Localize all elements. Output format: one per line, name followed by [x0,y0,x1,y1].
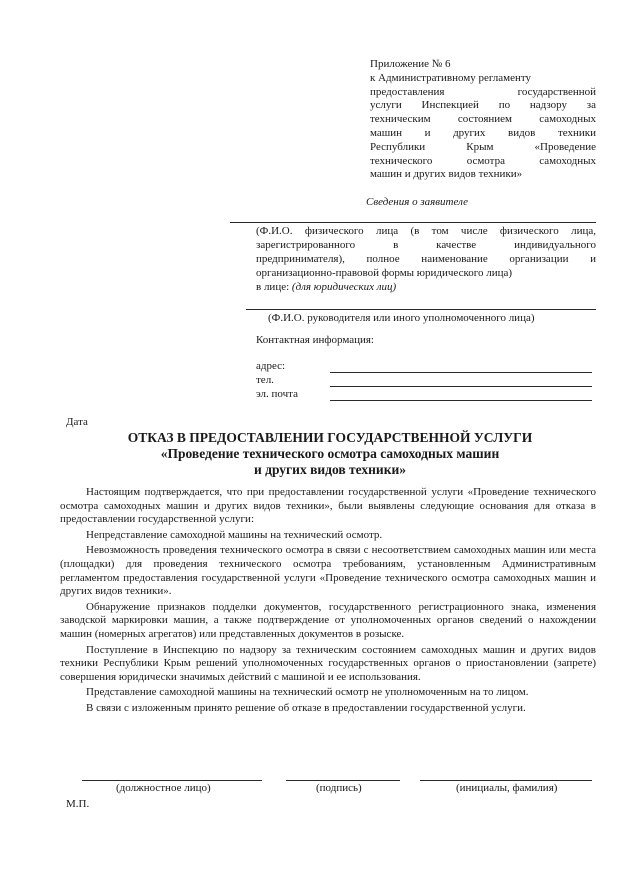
reason-item-2: Невозможность проведения технического осмотра в связи с несоответствием самоходных машин или места (площадки) для проведения технического осмотра требованиям, установленным Административным регламентом предоставления государственной услуги «Проведение технического осмотра самоходных машин и других видов техники». [60,544,596,598]
represented-prefix: в лице: [256,281,292,293]
appendix-line: услуги Инспекцией по надзору за [370,99,596,112]
appendix-line: технического осмотра самоходных [370,154,596,167]
appendix-line: машин и других видов техники» [370,168,523,181]
stamp-label: М.П. [66,798,90,810]
represented-note: (для юридических лиц) [291,281,397,293]
document-body [60,486,596,718]
position-line [82,780,262,781]
appendix-line: к Административному регламенту [370,71,532,84]
email-line [330,400,592,401]
phone-label: тел. [256,374,274,386]
applicant-name-line [230,222,596,223]
appendix-header [370,58,596,182]
intro-paragraph: Настоящим подтверждается, что при предоставлении государственной услуги «Проведение технического осмотра самоходных машин и других видов техники», были выявлены следующие основания для отказа в предоставлении государственной услуги: [60,486,596,526]
address-line [330,372,592,373]
signature-line [286,780,400,781]
signature-label: (подпись) [316,782,362,794]
applicant-description [256,224,596,294]
applicant-desc-line: зарегистрированного в качестве индивидуального [256,239,596,251]
title-line-1: ОТКАЗ В ПРЕДОСТАВЛЕНИИ ГОСУДАРСТВЕННОЙ УСЛУГИ [127,430,533,445]
address-label: адрес: [256,360,286,372]
document-title [60,430,600,478]
representative-description: (Ф.И.О. руководителя или иного уполномоченного лица) [268,312,535,324]
representative-line [246,309,596,310]
appendix-line: предоставления государственной [370,85,596,98]
conclusion-paragraph: В связи с изложенным принято решение об отказе в предоставлении государственной услуги. [86,701,526,714]
contact-title: Контактная информация: [256,334,374,346]
appendix-line: техническим состоянием самоходных [370,113,596,126]
reason-item-3: Обнаружение признаков подделки документов, государственного регистрационного знака, изменения заводской маркировки машин, а также подтверждение от уполномоченных органов сведений о нахождении машин (номерных агрегатов) или представленных документов в розыске. [60,600,596,640]
applicant-caption: Сведения о заявителе [366,196,469,208]
reason-item-5: Представление самоходной машины на технический осмотр не уполномоченным на то лицом. [86,686,529,699]
name-label: (инициалы, фамилия) [456,782,558,794]
name-line [420,780,592,781]
reason-item-4: Поступление в Инспекцию по надзору за техническим состоянием самоходных машин и других видов техники Республики Крым решений уполномоченных государственных органов о приостановлении (запрете) совершения юридически значимых действий с машиной и ее использования. [60,643,596,683]
reason-item-1: Непредставление самоходной машины на технический осмотр. [86,528,383,541]
date-label: Дата [66,416,88,428]
email-label: эл. почта [256,388,298,400]
phone-line [330,386,592,387]
title-line-3: и других видов техники» [253,462,407,477]
appendix-line: машин и других видов техники [370,126,596,139]
title-line-2: «Проведение технического осмотра самоходных машин [160,446,500,461]
applicant-desc-line: (Ф.И.О. физического лица (в том числе физического лица, [256,225,596,237]
appendix-line: Республики Крым «Проведение [370,140,596,153]
appendix-line: Приложение № 6 [370,58,451,70]
position-label: (должностное лицо) [116,782,211,794]
applicant-desc-line: организационно-правовой формы юридического лица) [256,267,513,279]
applicant-desc-line: предпринимателя), полное наименование организации и [256,253,596,265]
represented-by [256,280,596,294]
